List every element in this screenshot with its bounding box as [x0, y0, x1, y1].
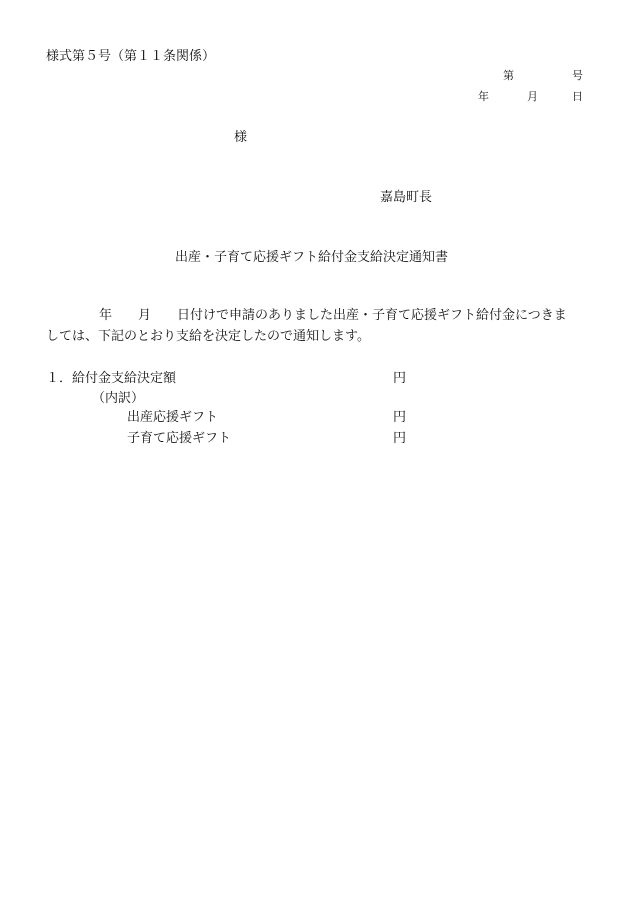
total-amount-label: １．給付金支給決定額 — [46, 371, 177, 386]
birth-gift-unit: 円 — [393, 410, 407, 425]
addressee-honorific: 様 — [234, 130, 248, 145]
issuer-name: 嘉島町長 — [380, 190, 433, 205]
issue-date-day: 日 — [572, 90, 583, 103]
issue-date-month: 月 — [527, 90, 538, 103]
birth-gift-label: 出産応援ギフト — [127, 410, 219, 425]
document-title: 出産・子育て応援ギフト給付金支給決定通知書 — [175, 250, 449, 265]
breakdown-label: （内訳） — [92, 391, 145, 406]
total-amount-unit: 円 — [393, 371, 407, 386]
childcare-gift-unit: 円 — [393, 431, 407, 446]
issue-date-year: 年 — [478, 90, 489, 103]
body-line-1-text: 日付けで申請のありました出産・子育て応援ギフト給付金につきま — [177, 308, 567, 323]
body-year: 年 — [99, 308, 113, 323]
body-text-line-2: しては、下記のとおり支給を決定したので通知します。 — [46, 329, 370, 344]
form-number: 様式第５号（第１１条関係） — [46, 49, 216, 64]
childcare-gift-label: 子育て応援ギフト — [127, 431, 232, 446]
document-number-prefix: 第 — [503, 69, 514, 82]
body-month: 月 — [138, 308, 152, 323]
document-number-suffix: 号 — [572, 69, 583, 82]
body-text-line-1 — [46, 309, 567, 322]
